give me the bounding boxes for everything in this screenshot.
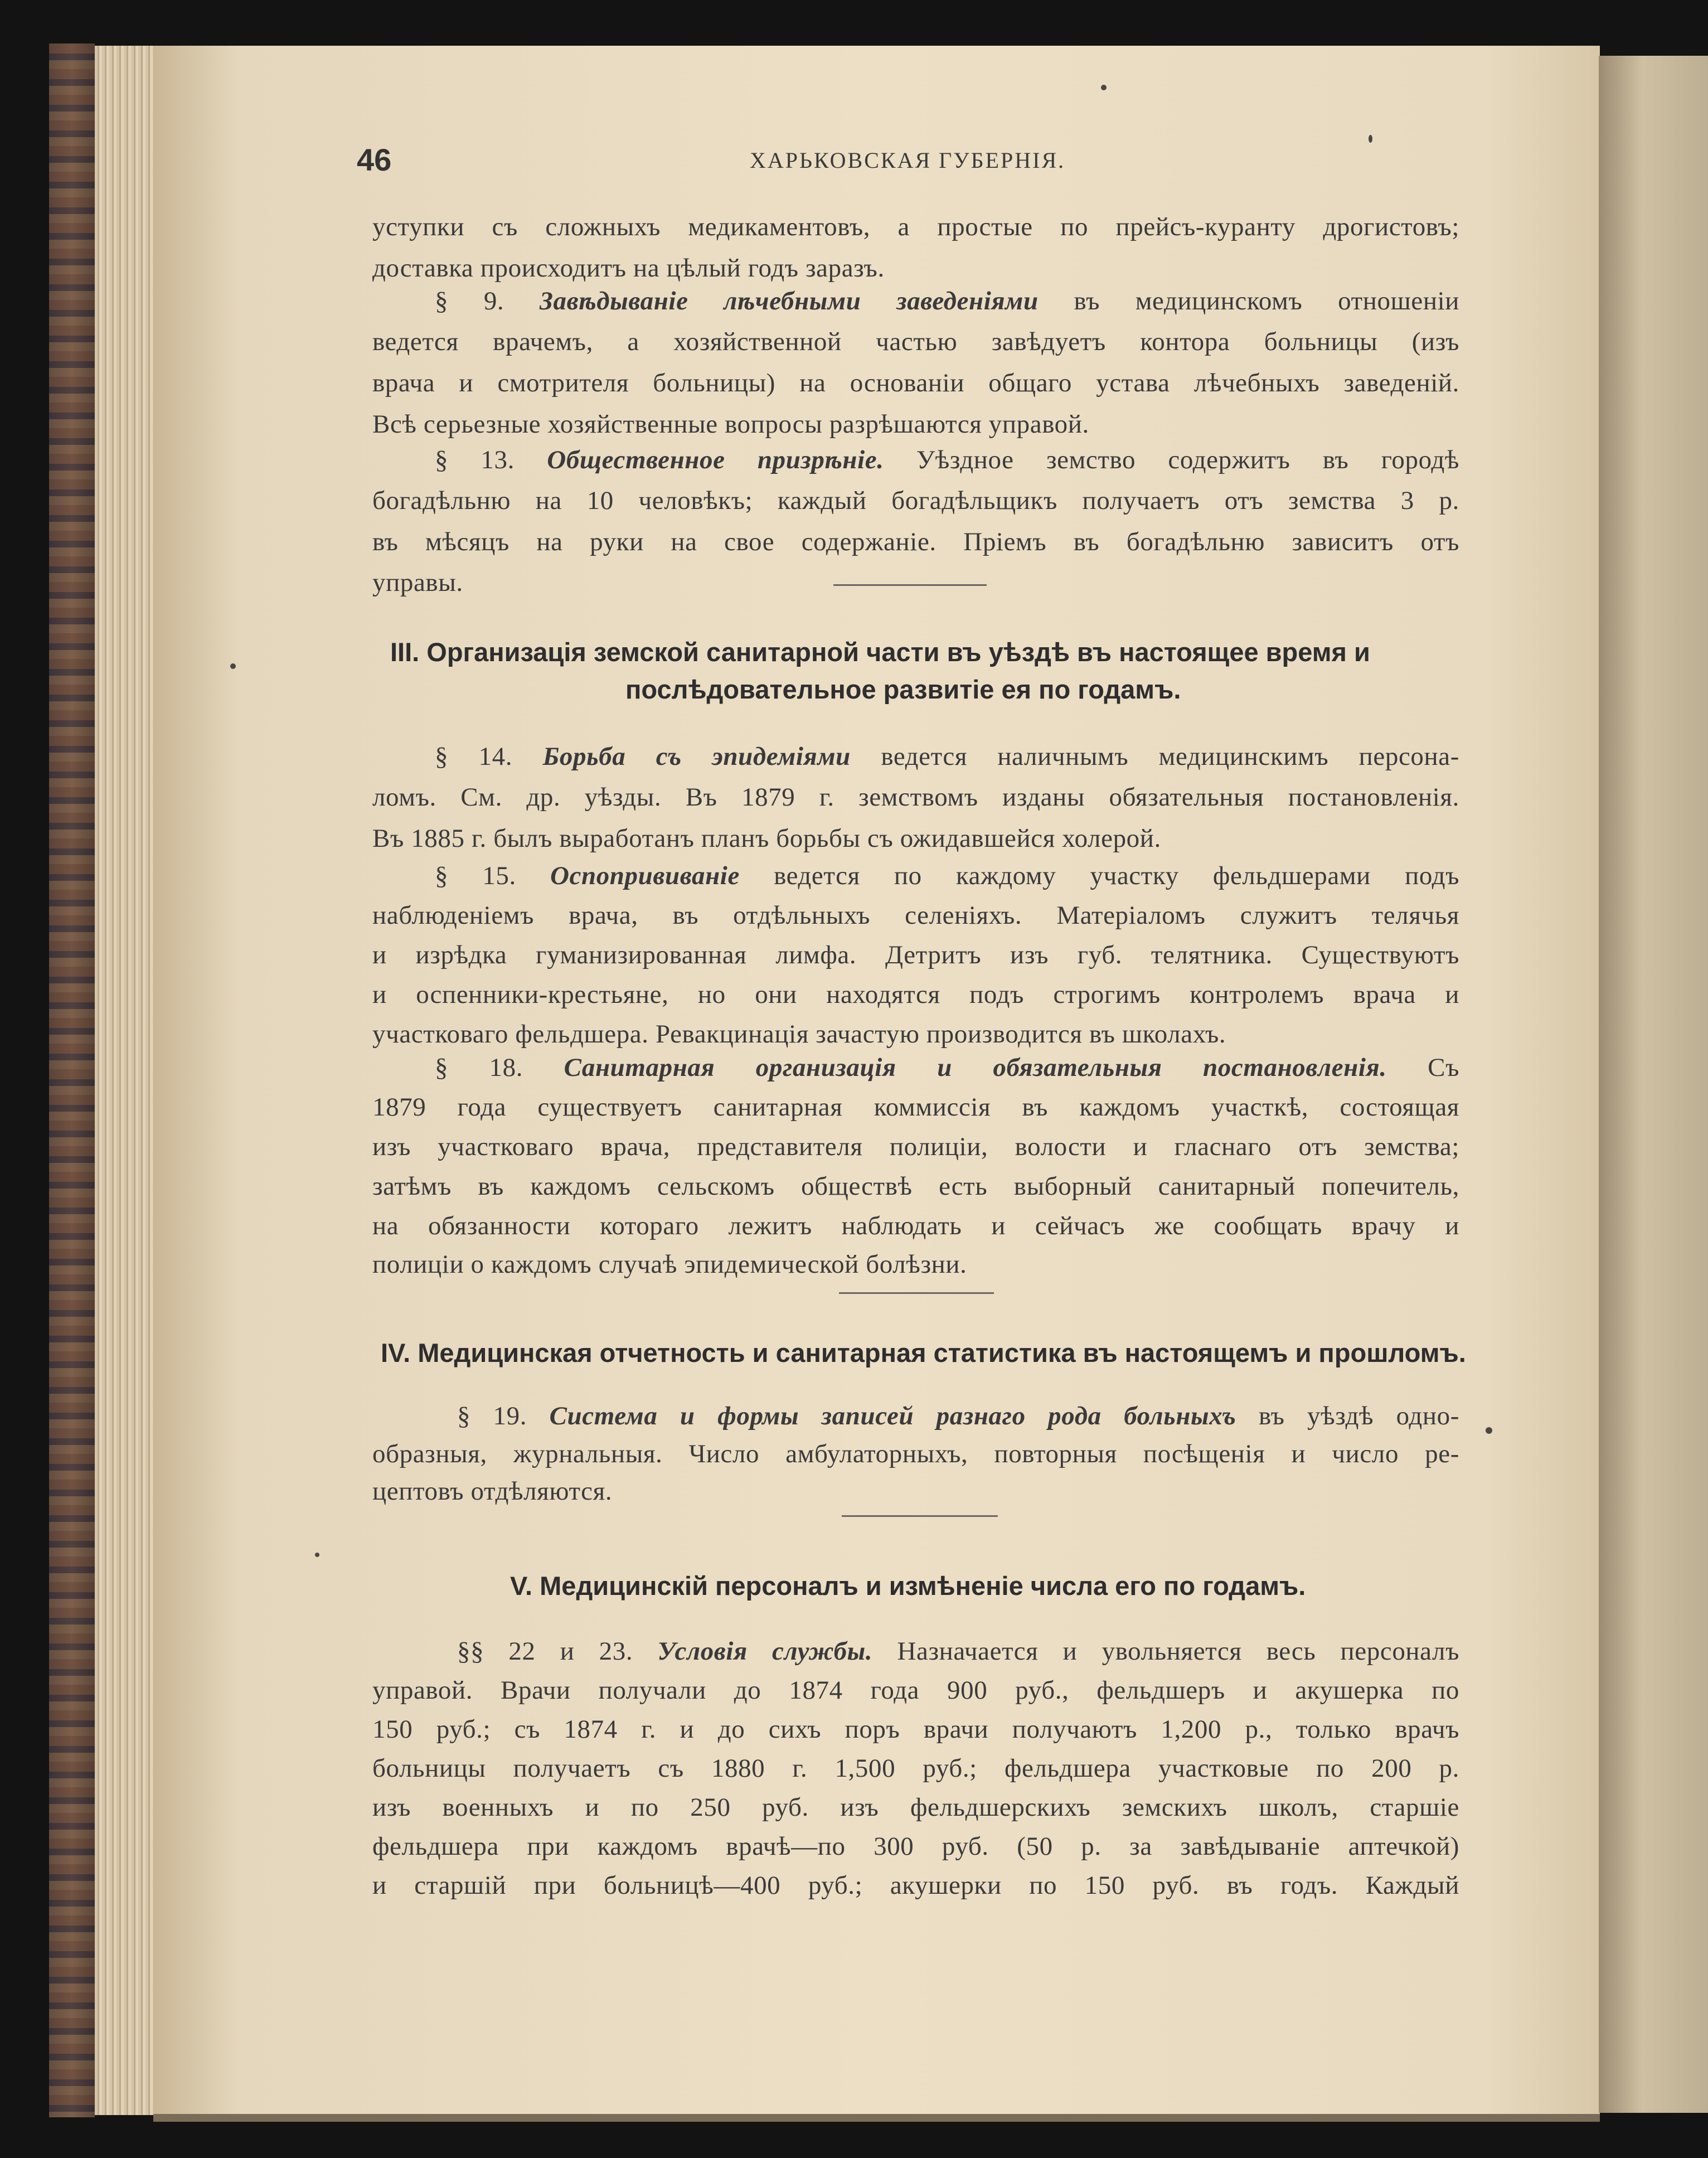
section-number: §§ 22 и 23. xyxy=(457,1637,633,1666)
text-line: изъ военныхъ и по 250 руб. изъ фельдшерскихъ земскихъ школъ, старшіе xyxy=(372,1793,1459,1822)
section-title: Условія службы. xyxy=(657,1637,873,1666)
text-line: наблюденіемъ врача, въ отдѣльныхъ селеніяхъ. Матеріаломъ служитъ телячья xyxy=(372,901,1459,930)
text-line: больницы получаетъ съ 1880 г. 1,500 руб.; фельдшера участковые по 200 р. xyxy=(372,1754,1459,1783)
text-span: ведется наличнымъ медицинскимъ персона- xyxy=(881,742,1459,771)
text-span: Съ xyxy=(1428,1053,1459,1082)
paragraph-22-line xyxy=(457,1632,1459,1671)
section-number: § 15. xyxy=(435,861,516,890)
text-line: и оспенники-крестьяне, но они находятся подъ строгимъ контролемъ врача и xyxy=(372,980,1459,1009)
text-line: 150 руб.; съ 1874 г. и до сихъ поръ врачи получаютъ 1,200 р., только врачъ xyxy=(372,1715,1459,1744)
text-span: ведется по каждому участку фельдшерами подъ xyxy=(774,861,1459,890)
text-line: управы. xyxy=(372,568,463,597)
text-line: ведется врачемъ, а хозяйственной частью завѣдуетъ контора больницы (изъ xyxy=(372,327,1459,356)
paragraph-18-line xyxy=(435,1048,1459,1087)
text-line: 1879 года существуетъ санитарная коммиссія въ каждомъ участкѣ, состоящая xyxy=(372,1093,1459,1122)
section-5-heading: V. Медицинскій персоналъ и измѣненіе числа его по годамъ. xyxy=(510,1571,1306,1601)
text-line: изъ участковаго врача, представителя полиціи, волости и гласнаго отъ земства; xyxy=(372,1132,1459,1161)
text-span: Уѣздное земство содержитъ въ городѣ xyxy=(916,445,1460,474)
section-title: Система и формы записей разнаго рода больныхъ xyxy=(549,1402,1236,1430)
section-3-heading-line-1: III. Организація земской санитарной части въ уѣздѣ въ настоящее время и xyxy=(390,637,1370,667)
text-line: полиціи о каждомъ случаѣ эпидемической болѣзни. xyxy=(372,1250,967,1279)
text-line: врача и смотрителя больницы) на основаніи общаго устава лѣчебныхъ заведеній. xyxy=(372,368,1459,397)
section-number: § 19. xyxy=(457,1402,527,1430)
text-span: въ уѣздѣ одно- xyxy=(1259,1402,1459,1430)
section-title: Завѣдываніе лѣчебными заведеніями xyxy=(540,287,1039,316)
section-number: § 13. xyxy=(435,445,515,474)
section-number: § 18. xyxy=(435,1053,523,1082)
section-4-heading: IV. Медицинская отчетность и санитарная статистика въ настоящемъ и прошломъ. xyxy=(381,1338,1466,1367)
paragraph-13-line xyxy=(435,440,1459,479)
ink-speck xyxy=(1101,85,1107,90)
ink-speck xyxy=(315,1553,319,1557)
ink-speck xyxy=(230,663,236,669)
text-line: доставка происходитъ на цѣлый годъ заразъ. xyxy=(372,254,885,283)
text-line: и старшій при больницѣ—400 руб.; акушерки по 150 руб. въ годъ. Каждый xyxy=(372,1871,1459,1900)
text-line: управой. Врачи получали до 1874 года 900 руб., фельдшеръ и акушерка по xyxy=(372,1676,1459,1705)
section-3-heading-line-2: послѣдовательное развитіе ея по годамъ. xyxy=(625,675,1181,704)
text-line: въ мѣсяцъ на руки на свое содержаніе. Пріемъ въ богадѣльню зависитъ отъ xyxy=(372,527,1459,556)
text-line: и изрѣдка гуманизированная лимфа. Детритъ изъ губ. телятника. Существуютъ xyxy=(372,940,1459,969)
text-line: богадѣльню на 10 человѣкъ; каждый богадѣльщикъ получаетъ отъ земства 3 р. xyxy=(372,486,1459,515)
ink-speck xyxy=(1486,1427,1492,1434)
running-title: ХАРЬКОВСКАЯ ГУБЕРНІЯ. xyxy=(750,148,1066,173)
page-number: 46 xyxy=(357,142,392,177)
text-span: Назначается и увольняется весь персоналъ xyxy=(897,1637,1459,1666)
paragraph-19-line xyxy=(457,1396,1459,1436)
text-line: на обязанности котораго лежитъ наблюдать и сейчасъ же сообщать врачу и xyxy=(372,1211,1459,1240)
section-title: Борьба съ эпидеміями xyxy=(542,742,851,771)
text-line: фельдшера при каждомъ врачѣ—по 300 руб. (50 р. за завѣдываніе аптечкой) xyxy=(372,1832,1459,1861)
text-line: Всѣ серьезные хозяйственные вопросы разрѣшаются управой. xyxy=(372,410,1089,439)
paragraph-14-line xyxy=(435,737,1459,776)
section-title: Оспопрививаніе xyxy=(550,861,740,890)
text-line: уступки съ сложныхъ медикаментовъ, а простые по прейсъ-куранту дрогистовъ; xyxy=(372,212,1459,241)
paragraph-15-line xyxy=(435,856,1459,895)
text-line: цептовъ отдѣляются. xyxy=(372,1477,613,1506)
section-number: § 9. xyxy=(435,287,504,316)
ink-speck xyxy=(1369,135,1372,143)
section-divider xyxy=(833,584,987,586)
text-line: ломъ. См. др. уѣзды. Въ 1879 г. земствомъ изданы обязательныя постановленія. xyxy=(372,783,1459,812)
text-line: участковаго фельдшера. Ревакцинація зачастую производится въ школахъ. xyxy=(372,1020,1226,1049)
paragraph-9-line xyxy=(435,282,1459,321)
text-line: Въ 1885 г. былъ выработанъ планъ борьбы съ ожидавшейся холерой. xyxy=(372,824,1161,853)
text-span: въ медицинскомъ отношеніи xyxy=(1074,287,1460,316)
section-divider xyxy=(842,1515,998,1517)
text-line: затѣмъ въ каждомъ сельскомъ обществѣ есть выборный санитарный попечитель, xyxy=(372,1172,1459,1201)
section-number: § 14. xyxy=(435,742,513,771)
section-title: Санитарная организація и обязательныя постановленія. xyxy=(564,1053,1387,1082)
section-title: Общественное призрѣніе. xyxy=(547,445,884,474)
text-line: образныя, журнальныя. Число амбулаторныхъ, повторныя посѣщенія и число ре- xyxy=(372,1439,1459,1468)
section-divider xyxy=(839,1292,994,1294)
